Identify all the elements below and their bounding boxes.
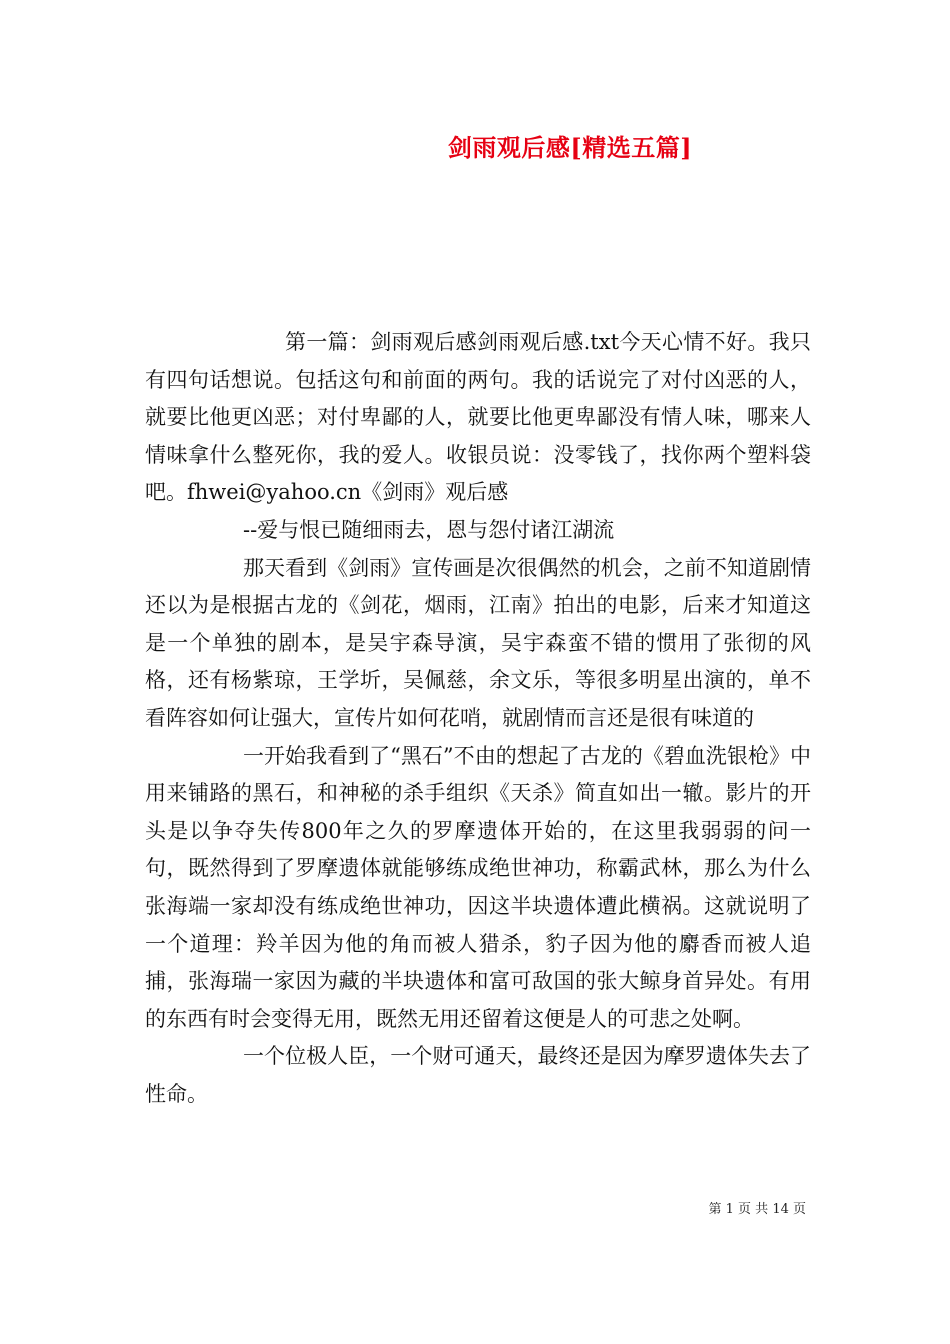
document-title: 剑雨观后感[精选五篇] [447,133,693,162]
paragraph-4: 一开始我看到了“黑石”不由的想起了古龙的《碧血洗银枪》中用来铺路的黑石，和神秘的杀手组织《天杀》简直如出一辙。影片的开头是以争夺失传800年之久的罗摩遗体开始的，在这里我弱弱的问一句，既然得到了罗摩遗体就能够练成绝世神功，称霸武林，那么为什么张海端一家却没有练成绝世神功，因这半块遗体遭此横祸。这就说明了一个道理：羚羊因为他的角而被人猎杀，豹子因为他的麝香而被人追捕，张海瑞一家因为藏的半块遗体和富可敌国的张大鲸身首异处。有用的东西有时会变得无用，既然无用还留着这便是人的可悲之处啊。 [145,743,811,1031]
paragraph-3: 那天看到《剑雨》宣传画是次很偶然的机会，之前不知道剧情还以为是根据古龙的《剑花，烟雨，江南》拍出的电影，后来才知道这是一个单独的剧本，是吴宇森导演，吴宇森蛮不错的惯用了张彻的风格，还有杨紫琼，王学圻，吴佩慈，余文乐，等很多明星出演的，单不看阵容如何让强大，宣传片如何花哨，就剧情而言还是很有味道的 [145,555,811,730]
document-body [145,324,811,1113]
paragraph-5: 一个位极人臣，一个财可通天，最终还是因为摩罗遗体失去了性命。 [145,1044,811,1106]
page-number-footer: 第 1 页 共 14 页 [708,1202,806,1217]
paragraph-2: --爱与恨已随细雨去，恩与怨付诸江湖流 [243,517,615,542]
paragraph-1: 第一篇：剑雨观后感剑雨观后感.txt今天心情不好。我只有四句话想说。包括这句和前面的两句。我的话说完了对付凶恶的人，就要比他更凶恶；对付卑鄙的人，就要比他更卑鄙没有情人味，哪来人情味拿什么整死你，我的爱人。收银员说：没零钱了，找你两个塑料袋吧。fhwei@yahoo.cn《剑雨》观后感 [145,330,811,505]
